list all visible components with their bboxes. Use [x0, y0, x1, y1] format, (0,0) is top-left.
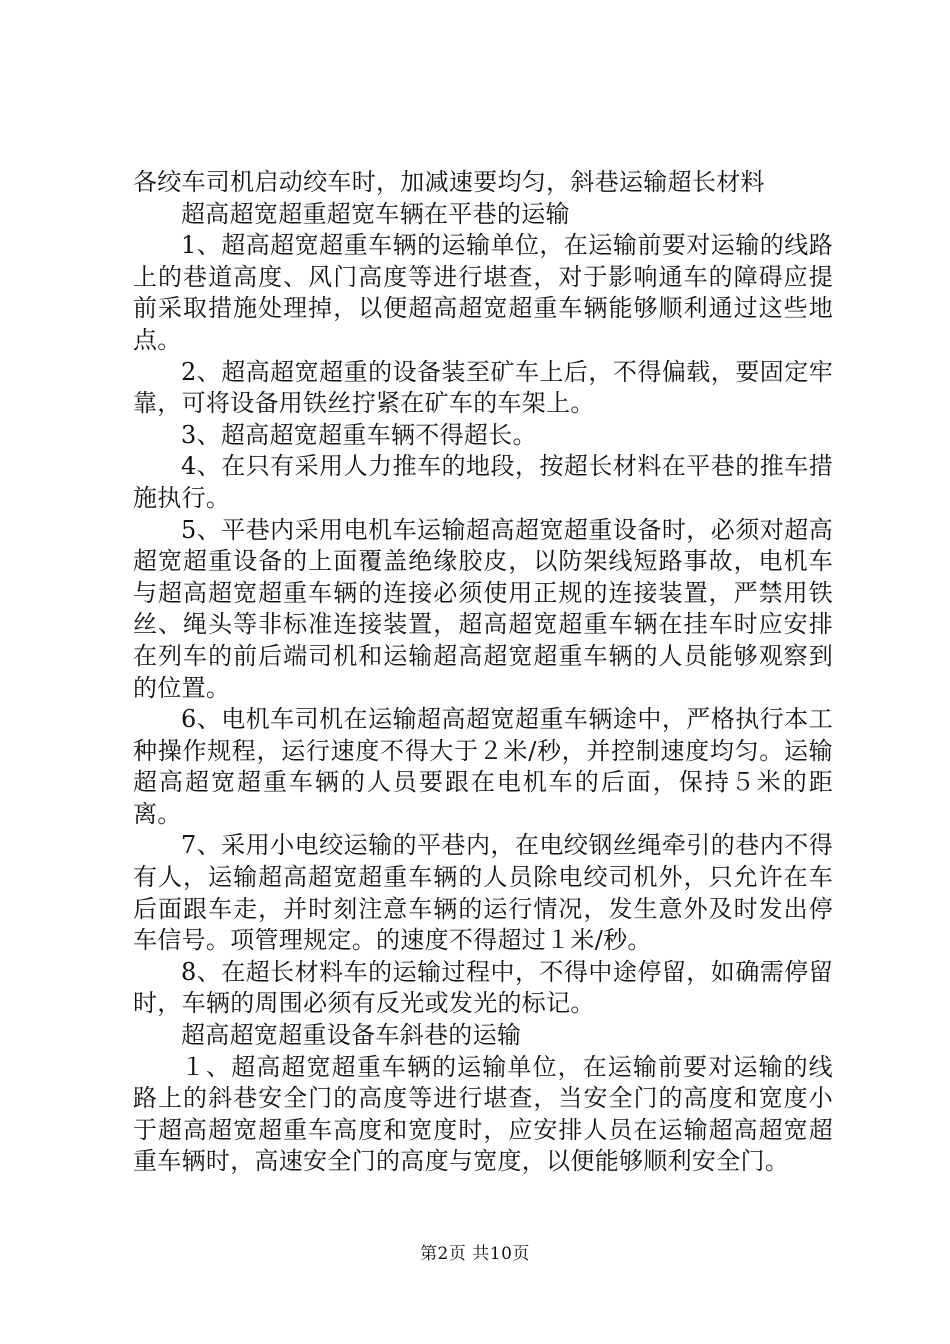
- section-heading-inclined-roadway: 超高超宽超重设备车斜巷的运输: [181, 1021, 522, 1050]
- paragraph-item-3: 3、超高超宽超重车辆不得超长。: [181, 420, 537, 449]
- page-footer: [0, 1242, 950, 1266]
- paragraph-inclined-item-1: １、超高超宽超重车辆的运输单位，在运输前要对运输的线路上的斜巷安全门的高度等进行堪查，当安全门的高度和宽度小于超高超宽超重车高度和宽度时，应安排人员在运输超高超宽超重车辆时，高速安全门的高度与宽度，以便能够顺利安全门。: [133, 1052, 833, 1176]
- document-body: [133, 167, 833, 1178]
- paragraph-item-6: 6、电机车司机在运输超高超宽超重车辆途中，严格执行本工种操作规程，运行速度不得大于２米/秒，并控制速度均匀。运输超高超宽超重车辆的人员要跟在电机车的后面，保持５米的距离。: [133, 705, 833, 828]
- paragraph-item-8: 8、在超长材料车的运输过程中，不得中途停留，如确需停留时，车辆的周围必须有反光或发光的标记。: [133, 957, 833, 1018]
- paragraph-item-1: 1、超高超宽超重车辆的运输单位，在运输前要对运输的线路上的巷道高度、风门高度等进行堪查，对于影响通车的障碍应提前采取措施处理掉，以便超高超宽超重车辆能够顺利通过这些地点。: [133, 231, 833, 354]
- page-number-label: 第2页 共10页: [420, 1244, 530, 1264]
- paragraph-item-2: 2、超高超宽超重的设备装至矿车上后，不得偏载，要固定牢靠，可将设备用铁丝拧紧在矿车的车架上。: [133, 357, 833, 418]
- paragraph-item-7: 7、采用小电绞运输的平巷内，在电绞钢丝绳牵引的巷内不得有人，运输超高超宽超重车辆的人员除电绞司机外，只允许在车后面跟车走，并时刻注意车辆的运行情况，发生意外及时发出停车信号。项管理规定。的速度不得超过１米/秒。: [133, 831, 833, 955]
- section-heading-level-roadway: 超高超宽超重超宽车辆在平巷的运输: [181, 199, 570, 228]
- paragraph-continuation: 各绞车司机启动绞车时，加减速要均匀，斜巷运输超长材料: [133, 168, 765, 196]
- paragraph-item-4: 4、在只有采用人力推车的地段，按超长材料在平巷的推车措施执行。: [133, 452, 833, 512]
- paragraph-item-5: 5、平巷内采用电机车运输超高超宽超重设备时，必须对超高超宽超重设备的上面覆盖绝缘胶皮，以防架线短路事故，电机车与超高超宽超重车辆的连接必须使用正规的连接装置，严禁用铁丝、绳头等非标准连接装置，超高超宽超重车辆在挂车时应安排在列车的前后端司机和运输超高超宽超重车辆的人员能够观察到的位置。: [133, 515, 833, 702]
